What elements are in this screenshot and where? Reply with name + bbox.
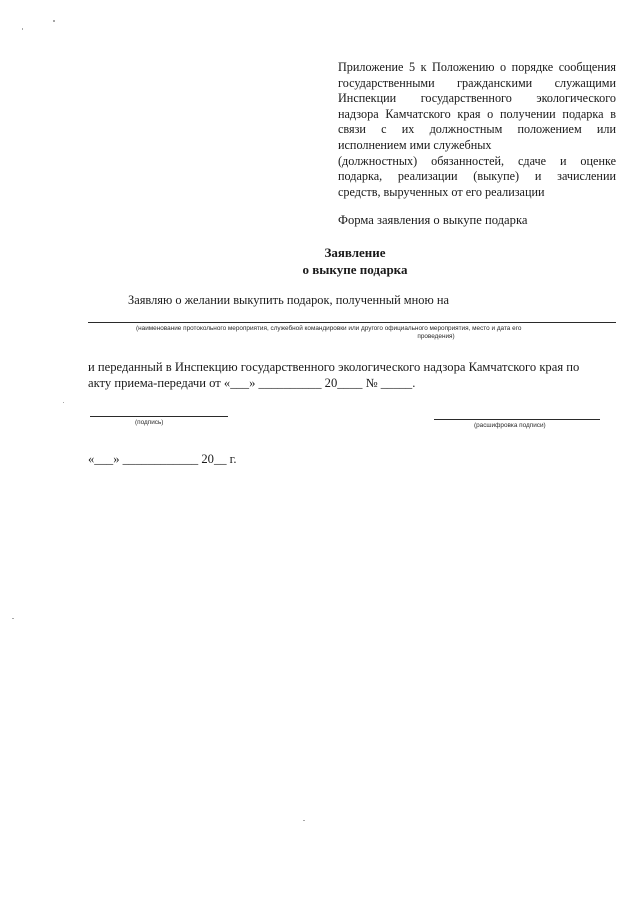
annex-line: Инспекции государственного экологического [338,91,616,106]
scan-speck [22,28,23,30]
event-caption [136,325,616,341]
body-line: акту приема-передачи от «___» __________ 20____ № _____. [88,375,416,390]
annex-line: средств, вырученных от его реализации [338,184,545,199]
annex-line: (должностных) обязанностей, сдаче и оценке [338,153,616,168]
event-caption-line: (наименование протокольного мероприятия, служебной командировки или другого официального мероприятия, место и дата его [136,325,522,332]
scan-speck [303,820,305,821]
scan-speck [53,20,55,22]
annex-line: государственными гражданскими служащими [338,75,616,90]
scan-speck [63,402,64,403]
scan-speck [12,618,14,619]
body-paragraph [88,360,616,391]
signature-decode-line [434,419,600,420]
annex-line: Приложение 5 к Положению о порядке сообщения [338,60,616,74]
body-line: и переданный в Инспекцию государственного экологического надзора Камчатского края по [88,360,580,374]
annex-reference [338,60,616,200]
event-caption-line: проведения) [417,333,455,340]
date-line: «___» ____________ 20__ г. [88,452,237,466]
annex-line: исполнением ими служебных [338,137,492,152]
signature-line [90,416,228,417]
event-fill-line [88,322,616,323]
signature-decode-caption: (расшифровка подписи) [474,422,546,429]
statement-text: Заявляю о желании выкупить подарок, полученный мною на [128,293,449,307]
signature-caption: (подпись) [135,419,164,426]
document-subtitle: о выкупе подарка [302,262,408,277]
annex-line: подарка, реализации (выкупе) и зачислении [338,169,616,184]
annex-line: надзора Камчатского края о получении подарка в [338,106,616,121]
document-title: Заявление [324,245,386,260]
form-name: Форма заявления о выкупе подарка [338,213,528,227]
annex-line: связи с их должностным положением или [338,122,616,137]
